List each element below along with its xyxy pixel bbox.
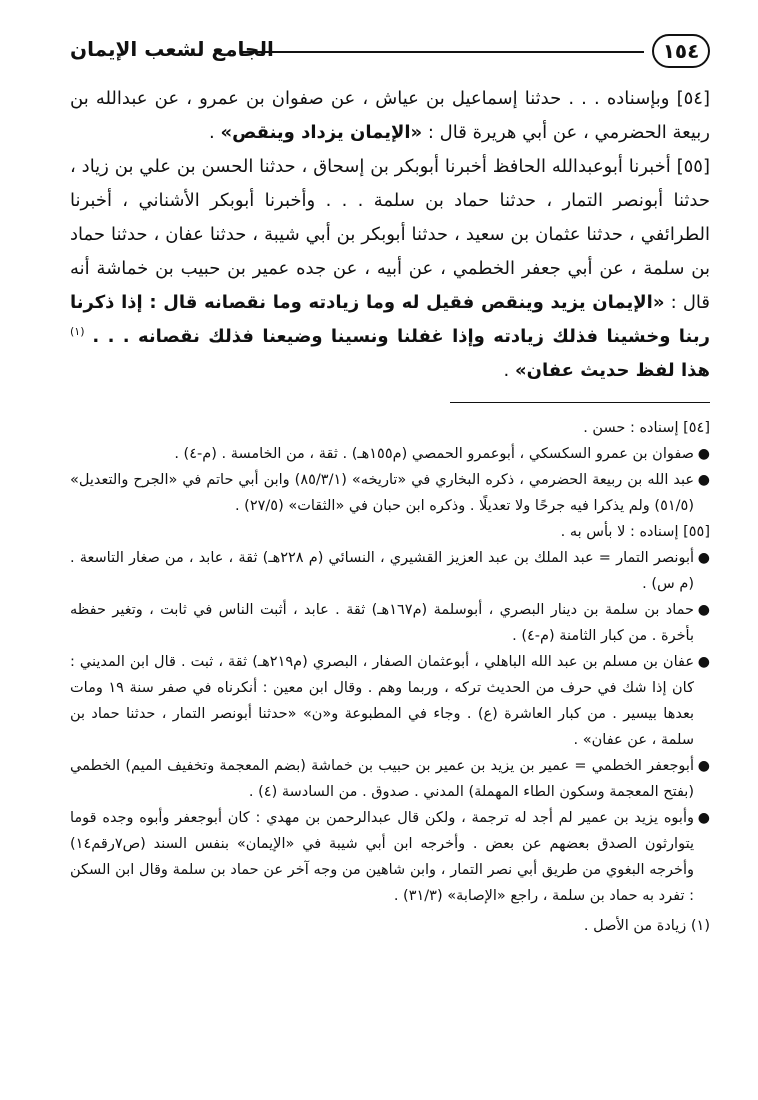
note-item xyxy=(70,467,710,519)
hadith-text: وبإسناده . . . حدثنا إسماعيل بن عياش ، عن صفوان بن عمرو ، عن عبدالله بن ربيعة الحضرمي ، عن أبي هريرة قال : xyxy=(70,88,710,143)
hadith-matn: «الإيمان يزيد وينقص فقيل له وما زيادته وما نقصانه قال : إذا ذكرنا ربنا وخشينا فذلك زيادته وإذا غفلنا ونسينا وضيعنا فذلك نقصانه . . . xyxy=(70,292,710,347)
hadith-matn-end: هذا لفظ حديث عفان» xyxy=(514,360,710,381)
note-54-list xyxy=(70,441,710,519)
hadith-number: [٥٥] xyxy=(676,156,710,177)
book-page xyxy=(70,30,710,1070)
notes-section xyxy=(70,415,710,939)
bullet-icon: ● xyxy=(697,602,710,618)
note-54-heading: [٥٤] إسناده : حسن . xyxy=(583,420,710,436)
note-item xyxy=(70,597,710,649)
bullet-icon: ● xyxy=(697,810,710,826)
note-item-text: وأبوه يزيد بن عمير لم أجد له ترجمة ، ولكن قال عبدالرحمن بن مهدي : كان أبوجعفر وأبوه وجده قوما يتوارثون الصدق بعضهم عن بعض . وأخرجه ابن أبي شيبة في «الإيمان» بنفس السند (ص٧رقم١٤) وأخرجه البغوي من طريق أبي نصر التمار ، وابن شاهين من وجه آخر عن حماد بن سلمة وقال ابن السكن : تفرد به حماد بن سلمة ، راجع «الإصابة» (٣١/٣) . xyxy=(70,810,694,904)
note-55-heading: [٥٥] إسناده : لا بأس به . xyxy=(560,524,710,540)
main-text xyxy=(70,82,710,388)
bullet-icon: ● xyxy=(697,758,710,774)
hadith-tail: . xyxy=(208,122,215,143)
note-item-text: صفوان بن عمرو السكسكي ، أبوعمرو الحمصي (م١٥٥هـ) . ثقة ، من الخامسة . (م-٤) . xyxy=(174,446,694,462)
note-item xyxy=(70,545,710,597)
note-item xyxy=(70,805,710,909)
note-item xyxy=(70,441,710,467)
bullet-icon: ● xyxy=(697,550,710,566)
header-rule xyxy=(242,51,644,53)
note-item-text: أبونصر التمار = عبد الملك بن عبد العزيز القشيري ، النسائي (م ٢٢٨هـ) ثقة ، عابد ، من صغار التاسعة . (م س) . xyxy=(70,550,695,592)
note-item-text: عبد الله بن ربيعة الحضرمي ، ذكره البخاري في «تاريخه» (٨٥/٣/١) وابن أبي حاتم في «الجرح والتعديل» (٥١/٥) ولم يذكرا فيه جرحًا ولا تعديلًا . وذكره ابن حبان في «الثقات» (٢٧/٥) . xyxy=(70,472,694,514)
hadith-matn: «الإيمان يزداد وينقص» xyxy=(220,122,423,143)
footnote: (١) زيادة من الأصل . xyxy=(583,918,710,934)
book-title: الجامع لشعب الإيمان xyxy=(70,37,274,61)
note-item xyxy=(70,753,710,805)
bullet-icon: ● xyxy=(697,472,710,488)
hadith-54 xyxy=(70,82,710,150)
hadith-55 xyxy=(70,150,710,388)
hadith-text: أخبرنا أبوعبدالله الحافظ أخبرنا أبوبكر بن إسحاق ، حدثنا الحسن بن علي بن زياد ، حدثنا أبونصر التمار ، حدثنا حماد بن سلمة . . . وأخبرنا أبوبكر الأشناني ، أخبرنا الطرائفي ، حدثنا عثمان بن سعيد ، حدثنا أبوبكر بن أبي شيبة ، حدثنا عفان ، حدثنا حماد بن سلمة ، عن أبي جعفر الخطمي ، عن أبيه ، عن جده عمير بن حبيب بن خماشة أنه قال : xyxy=(70,156,710,313)
note-55-list xyxy=(70,545,710,909)
note-item-text: أبوجعفر الخطمي = عمير بن يزيد بن عمير بن حبيب بن خماشة (بضم المعجمة وتخفيف الميم) الخطمي (بفتح المعجمة وسكون الطاء المهملة) المدني . صدوق . من السادسة (٤) . xyxy=(70,758,694,800)
note-item xyxy=(70,649,710,753)
bullet-icon: ● xyxy=(697,446,710,462)
bullet-icon: ● xyxy=(697,654,710,670)
footnote-marker: (١) xyxy=(70,325,85,338)
page-number: ١٥٤ xyxy=(652,34,710,68)
note-item-text: حماد بن سلمة بن دينار البصري ، أبوسلمة (م١٦٧هـ) ثقة . عابد ، أثبت الناس في ثابت ، وتغير حفظه بأخرة . من كبار الثامنة (م-٤) . xyxy=(70,602,694,644)
hadith-number: [٥٤] xyxy=(676,88,710,109)
page-header xyxy=(70,30,710,78)
hadith-tail: . xyxy=(503,360,510,381)
note-item-text: عفان بن مسلم بن عبد الله الباهلي ، أبوعثمان الصفار ، البصري (م٢١٩هـ) ثقة ، ثبت . قال ابن المديني : كان إذا شك في حرف من الحديث تركه ، وربما وهم . وقال ابن معين : أنكرناه في صفر سنة ١٩ ومات بعدها بيسير . من كبار العاشرة (ع) . وجاء في المطبوعة و«ن» «حدثنا أبونصر التمار ، حدثنا حماد بن سلمة ، عن عفان» . xyxy=(70,654,694,748)
notes-separator xyxy=(450,402,710,403)
